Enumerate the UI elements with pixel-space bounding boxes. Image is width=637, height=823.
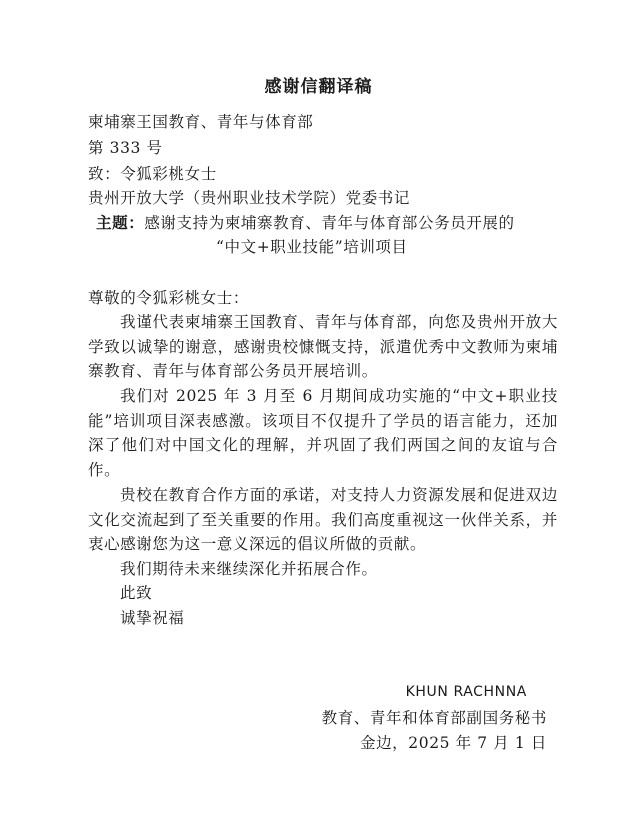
paragraph-2: 我们对 2025 年 3 月至 6 月期间成功实施的“中文+职业技能”培训项目深表感激。该项目不仅提升了学员的语言能力，还加深了他们对中国文化的理解，并巩固了我们两国之间的友谊与合作。 — [88, 387, 558, 479]
subject-text-1: 感谢支持为柬埔寨教育、青年与体育部公务员开展的 — [144, 214, 515, 232]
document-title: 感谢信翻译稿 — [264, 77, 373, 97]
paragraph-1: 我谨代表柬埔寨王国教育、青年与体育部，向您及贵州开放大学致以诚挚的谢意，感谢贵校慷慨支持，派遣优秀中文教师为柬埔寨教育、青年与体育部公务员开展培训。 — [88, 313, 558, 380]
header-number: 第 333 号 — [88, 139, 163, 157]
header-to: 致：令狐彩桃女士 — [88, 165, 217, 183]
signature-name: KHUN RACHNNA — [405, 684, 527, 700]
salutation: 尊敬的令狐彩桃女士： — [88, 289, 250, 307]
paragraph-3: 贵校在教育合作方面的承诺，对支持人力资源发展和促进双边文化交流起到了至关重要的作用。我们高度重视这一伙伴关系，并衷心感谢您为这一意义深远的倡议所做的贡献。 — [88, 486, 558, 553]
subject-line-1 — [96, 211, 515, 235]
header-org: 柬埔寨王国教育、青年与体育部 — [88, 113, 314, 131]
signature-place-date: 金边，2025 年 7 月 1 日 — [359, 734, 547, 752]
closing-1: 此致 — [120, 584, 153, 602]
paragraph-4: 我们期待未来继续深化并拓展合作。 — [120, 560, 378, 578]
header-recipient-title: 贵州开放大学（贵州职业技术学院）党委书记 — [88, 189, 411, 207]
signature-position: 教育、青年和体育部副国务秘书 — [321, 709, 547, 727]
subject-label: 主题： — [96, 214, 145, 232]
subject-line-2: “中文+职业技能”培训项目 — [216, 238, 408, 256]
closing-2: 诚挚祝福 — [120, 609, 185, 627]
